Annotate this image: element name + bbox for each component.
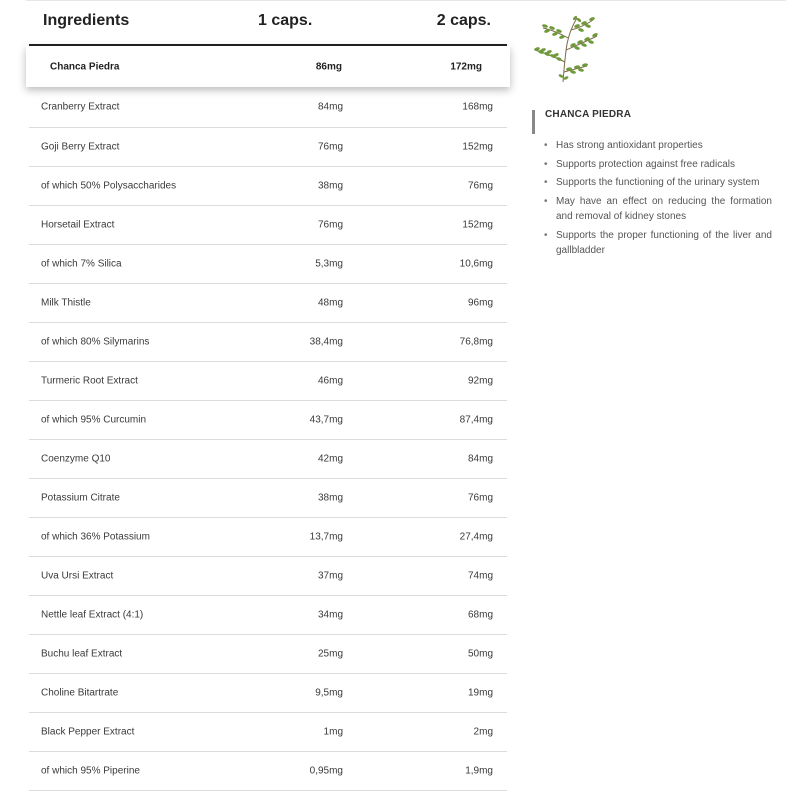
table-row bbox=[29, 713, 507, 752]
ingredient-2-caps-value: 172mg bbox=[450, 61, 482, 72]
ingredient-name: Black Pepper Extract bbox=[41, 726, 135, 738]
ingredient-1-caps-value: 46mg bbox=[317, 375, 343, 387]
ingredient-2-caps-value: 152mg bbox=[462, 219, 493, 231]
ingredient-2-caps-value: 50mg bbox=[467, 648, 493, 660]
ingredient-name: Choline Bitartrate bbox=[41, 687, 119, 699]
table-row bbox=[29, 635, 507, 674]
benefit-item: • Supports the functioning of the urinary system bbox=[544, 175, 772, 191]
table-row bbox=[29, 167, 507, 206]
benefit-item: • May have an effect on reducing the formation and removal of kidney stones bbox=[544, 194, 772, 225]
table-row bbox=[29, 206, 507, 245]
ingredient-2-caps-value: 84mg bbox=[467, 453, 493, 465]
ingredient-name: of which 95% Piperine bbox=[41, 765, 140, 777]
ingredient-name: Chanca Piedra bbox=[50, 61, 120, 72]
ingredient-2-caps-value: 152mg bbox=[462, 141, 493, 153]
table-row-highlighted bbox=[26, 46, 510, 87]
table-row bbox=[29, 245, 507, 284]
ingredient-name: of which 50% Polysaccharides bbox=[41, 180, 177, 192]
ingredient-name: Horsetail Extract bbox=[41, 219, 115, 231]
ingredient-2-caps-value: 2mg bbox=[473, 726, 493, 738]
ingredient-2-caps-value: 168mg bbox=[462, 101, 493, 113]
table-row bbox=[29, 596, 507, 635]
ingredient-2-caps-value: 19mg bbox=[467, 687, 493, 699]
ingredient-1-caps-value: 9,5mg bbox=[315, 687, 343, 699]
ingredient-1-caps-value: 76mg bbox=[317, 141, 343, 153]
ingredient-1-caps-value: 42mg bbox=[317, 453, 343, 465]
table-row bbox=[29, 284, 507, 323]
ingredient-name: of which 7% Silica bbox=[41, 258, 122, 270]
ingredient-2-caps-value: 87,4mg bbox=[459, 414, 493, 426]
ingredient-1-caps-value: 37mg bbox=[317, 570, 343, 582]
ingredient-2-caps-value: 1,9mg bbox=[465, 765, 493, 777]
header-2-caps: 2 caps. bbox=[436, 12, 491, 29]
ingredient-name: of which 80% Silymarins bbox=[41, 336, 150, 348]
table-row bbox=[29, 752, 507, 791]
info-panel bbox=[532, 108, 772, 262]
ingredient-1-caps-value: 43,7mg bbox=[309, 414, 343, 426]
benefit-item: • Supports protection against free radicals bbox=[544, 157, 772, 173]
ingredient-name: Turmeric Root Extract bbox=[41, 375, 138, 387]
table-row bbox=[29, 518, 507, 557]
ingredient-name: Uva Ursi Extract bbox=[41, 570, 114, 582]
ingredient-2-caps-value: 96mg bbox=[467, 297, 493, 309]
chanca-piedra-plant-icon bbox=[527, 14, 601, 84]
ingredient-1-caps-value: 1mg bbox=[323, 726, 343, 738]
ingredient-1-caps-value: 38mg bbox=[317, 180, 343, 192]
ingredient-name: Cranberry Extract bbox=[41, 101, 120, 113]
info-accent-bar bbox=[532, 110, 535, 134]
header-ingredients: Ingredients bbox=[43, 12, 130, 29]
ingredient-1-caps-value: 38,4mg bbox=[309, 336, 343, 348]
ingredient-2-caps-value: 76mg bbox=[467, 492, 493, 504]
ingredient-name: of which 36% Potassium bbox=[41, 531, 150, 543]
ingredient-1-caps-value: 25mg bbox=[317, 648, 343, 660]
ingredient-name: Milk Thistle bbox=[41, 297, 91, 309]
table-row bbox=[29, 479, 507, 518]
table-body bbox=[29, 87, 507, 791]
ingredient-2-caps-value: 76,8mg bbox=[459, 336, 493, 348]
ingredients-table bbox=[29, 0, 507, 791]
table-row bbox=[29, 87, 507, 128]
ingredient-1-caps-value: 5,3mg bbox=[315, 258, 343, 270]
ingredient-name: Coenzyme Q10 bbox=[41, 453, 111, 465]
table-row bbox=[29, 440, 507, 479]
header-1-caps: 1 caps. bbox=[258, 12, 313, 29]
ingredient-1-caps-value: 84mg bbox=[317, 101, 343, 113]
ingredient-1-caps-value: 76mg bbox=[317, 219, 343, 231]
table-row bbox=[29, 362, 507, 401]
ingredient-name: of which 95% Curcumin bbox=[41, 414, 147, 426]
ingredient-name: Buchu leaf Extract bbox=[41, 648, 123, 660]
ingredient-1-caps-value: 38mg bbox=[317, 492, 343, 504]
ingredient-1-caps-value: 86mg bbox=[315, 61, 342, 72]
info-title: CHANCA PIEDRA bbox=[545, 109, 632, 120]
ingredient-1-caps-value: 48mg bbox=[317, 297, 343, 309]
table-row bbox=[29, 128, 507, 167]
benefit-item: • Has strong antioxidant properties bbox=[544, 138, 772, 154]
ingredient-1-caps-value: 13,7mg bbox=[309, 531, 343, 543]
ingredient-1-caps-value: 0,95mg bbox=[309, 765, 343, 777]
benefits-list bbox=[532, 138, 772, 259]
ingredient-1-caps-value: 34mg bbox=[317, 609, 343, 621]
table-header bbox=[29, 0, 507, 46]
table-row bbox=[29, 323, 507, 362]
ingredient-name: Goji Berry Extract bbox=[41, 141, 120, 153]
table-row bbox=[29, 557, 507, 596]
ingredient-2-caps-value: 76mg bbox=[467, 180, 493, 192]
ingredient-2-caps-value: 92mg bbox=[467, 375, 493, 387]
table-row bbox=[29, 674, 507, 713]
table-row bbox=[29, 401, 507, 440]
ingredient-2-caps-value: 27,4mg bbox=[459, 531, 493, 543]
ingredient-name: Nettle leaf Extract (4:1) bbox=[41, 609, 144, 621]
benefit-item: • Supports the proper functioning of the liver and gallbladder bbox=[544, 228, 772, 259]
ingredient-2-caps-value: 68mg bbox=[467, 609, 493, 621]
ingredient-2-caps-value: 74mg bbox=[467, 570, 493, 582]
ingredient-name: Potassium Citrate bbox=[41, 492, 120, 504]
ingredient-2-caps-value: 10,6mg bbox=[459, 258, 493, 270]
